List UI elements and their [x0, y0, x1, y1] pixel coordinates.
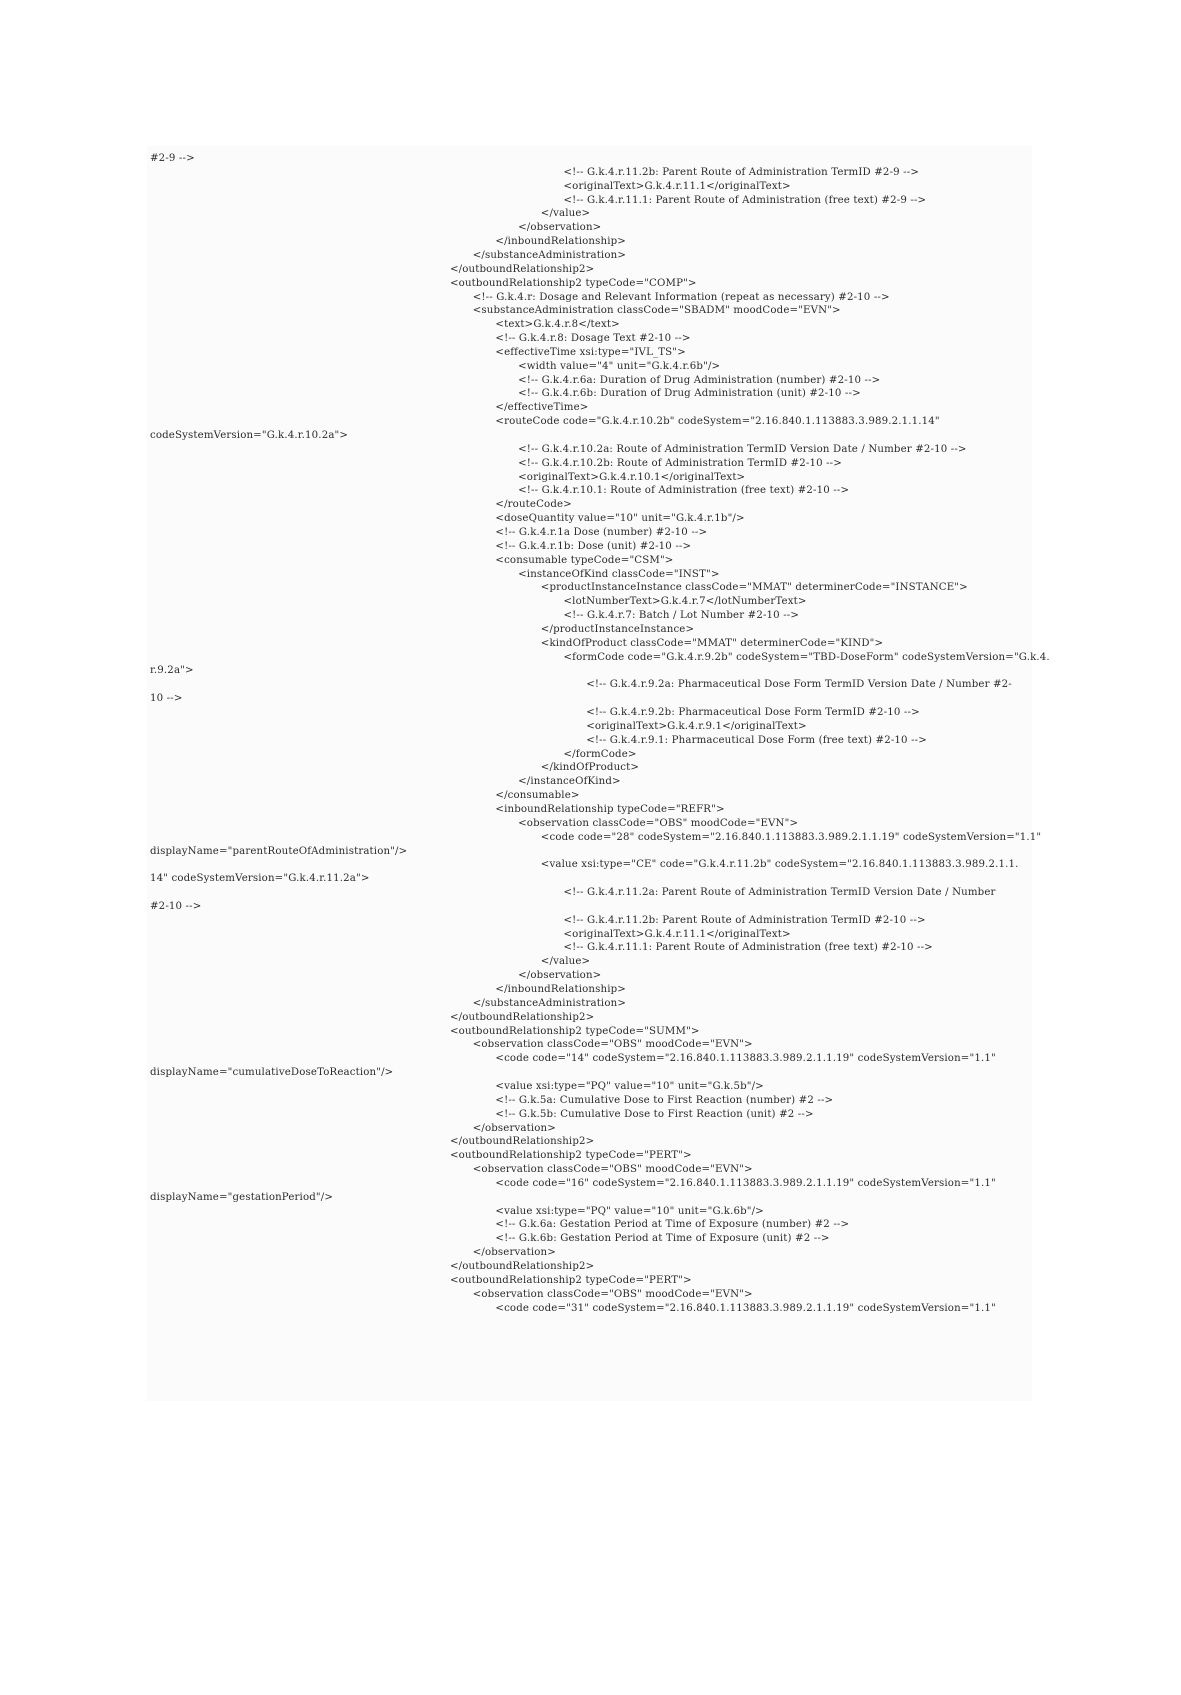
code-line: <consumable typeCode="CSM"> [495, 554, 674, 566]
code-line: <outboundRelationship2 typeCode="PERT"> [450, 1150, 692, 1162]
code-line: <!-- G.k.5a: Cumulative Dose to First Reaction (number) #2 --> [495, 1094, 834, 1106]
code-line: displayName="gestationPeriod"/> [150, 1191, 334, 1203]
code-line: <code code="16" codeSystem="2.16.840.1.113883.3.989.2.1.1.19" codeSystemVersion="1.1" [495, 1177, 996, 1189]
code-line: <!-- G.k.4.r.6a: Duration of Drug Administration (number) #2-10 --> [518, 374, 881, 386]
code-line: <kindOfProduct classCode="MMAT" determinerCode="KIND"> [540, 637, 884, 649]
code-line: <value xsi:type="PQ" value="10" unit="G.k.6b"/> [495, 1205, 764, 1217]
code-line: <!-- G.k.4.r.10.1: Route of Administration (free text) #2-10 --> [518, 485, 850, 497]
code-line: displayName="parentRouteOfAdministration"/> [150, 845, 408, 857]
code-line: <code code="14" codeSystem="2.16.840.1.113883.3.989.2.1.1.19" codeSystemVersion="1.1" [495, 1053, 996, 1065]
code-line: <doseQuantity value="10" unit="G.k.4.r.1b"/> [495, 513, 745, 525]
code-line: <observation classCode="OBS" moodCode="EVN"> [472, 1164, 753, 1176]
code-line: <!-- G.k.4.r.9.1: Pharmaceutical Dose Form (free text) #2-10 --> [586, 734, 927, 746]
code-line: <outboundRelationship2 typeCode="PERT"> [450, 1274, 692, 1286]
code-line: <substanceAdministration classCode="SBADM" moodCode="EVN"> [472, 305, 841, 317]
code-line: displayName="cumulativeDoseToReaction"/> [150, 1067, 394, 1079]
code-line: <!-- G.k.4.r.11.2a: Parent Route of Administration TermID Version Date / Number [563, 887, 996, 899]
code-line: <!-- G.k.4.r.10.2a: Route of Administration TermID Version Date / Number #2-10 --> [518, 443, 967, 455]
code-line: <observation classCode="OBS" moodCode="EVN"> [518, 817, 799, 829]
code-line: <effectiveTime xsi:type="IVL_TS"> [495, 346, 686, 358]
code-line: </value> [540, 956, 591, 968]
code-line: <outboundRelationship2 typeCode="SUMM"> [450, 1025, 700, 1037]
code-line: </outboundRelationship2> [450, 1011, 595, 1023]
code-line: #2-9 --> [150, 153, 195, 164]
code-line: </instanceOfKind> [518, 776, 621, 788]
code-line: </outboundRelationship2> [450, 263, 595, 275]
code-line: <instanceOfKind classCode="INST"> [518, 568, 720, 580]
code-line: <formCode code="G.k.4.r.9.2b" codeSystem="TBD-DoseForm" codeSystemVersion="G.k.4. [563, 651, 1050, 663]
code-line: <!-- G.k.4.r.9.2b: Pharmaceutical Dose Form TermID #2-10 --> [586, 707, 920, 718]
code-line: </inboundRelationship> [495, 984, 626, 995]
code-line: <!-- G.k.4.r.10.2b: Route of Administration TermID #2-10 --> [518, 457, 842, 469]
code-line: <lotNumberText>G.k.4.r.7</lotNumberText> [563, 596, 807, 608]
code-line: <value xsi:type="PQ" value="10" unit="G.k.5b"/> [495, 1080, 764, 1092]
code-line: <originalText>G.k.4.r.11.1</originalText> [563, 928, 791, 940]
code-line: </kindOfProduct> [540, 762, 640, 774]
code-line: <!-- G.k.4.r.6b: Duration of Drug Administration (unit) #2-10 --> [518, 388, 861, 400]
code-line: <observation classCode="OBS" moodCode="EVN"> [472, 1039, 753, 1051]
code-line: <!-- G.k.4.r.11.2b: Parent Route of Administration TermID #2-10 --> [563, 914, 926, 926]
code-line: <!-- G.k.4.r: Dosage and Relevant Information (repeat as necessary) #2-10 --> [472, 291, 890, 303]
code-line: </value> [540, 208, 591, 220]
code-line: <!-- G.k.6a: Gestation Period at Time of Exposure (number) #2 --> [495, 1219, 850, 1231]
code-line: <routeCode code="G.k.4.r.10.2b" codeSystem="2.16.840.1.113883.3.989.2.1.1.14" [495, 416, 940, 428]
code-line: <code code="28" codeSystem="2.16.840.1.113883.3.989.2.1.1.19" codeSystemVersion="1.1" [540, 831, 1042, 843]
code-line: <!-- G.k.4.r.11.1: Parent Route of Administration (free text) #2-10 --> [563, 942, 933, 954]
code-line: <text>G.k.4.r.8</text> [495, 319, 620, 331]
code-line: </substanceAdministration> [472, 997, 627, 1009]
code-line: codeSystemVersion="G.k.4.r.10.2a"> [150, 430, 349, 441]
code-line: </observation> [472, 1122, 556, 1134]
code-line: <!-- G.k.4.r.1a Dose (number) #2-10 --> [495, 526, 708, 538]
code-line: <inboundRelationship typeCode="REFR"> [495, 803, 725, 815]
code-line: <!-- G.k.4.r.7: Batch / Lot Number #2-10 --> [563, 610, 800, 622]
code-line: </inboundRelationship> [495, 236, 626, 248]
code-line: <originalText>G.k.4.r.9.1</originalText> [586, 720, 807, 732]
code-line: r.9.2a"> [150, 665, 194, 677]
code-line: </formCode> [563, 748, 637, 760]
code-line: <originalText>G.k.4.r.10.1</originalText> [518, 471, 746, 483]
code-line: <!-- G.k.4.r.11.2b: Parent Route of Administration TermID #2-9 --> [563, 166, 920, 178]
code-line: </productInstanceInstance> [540, 623, 695, 635]
code-line: <!-- G.k.5b: Cumulative Dose to First Reaction (unit) #2 --> [495, 1108, 814, 1120]
code-line: <!-- G.k.4.r.9.2a: Pharmaceutical Dose Form TermID Version Date / Number #2- [586, 679, 1012, 691]
code-line: </routeCode> [495, 499, 572, 511]
code-line: </consumable> [495, 790, 580, 802]
code-line: <!-- G.k.4.r.8: Dosage Text #2-10 --> [495, 333, 691, 345]
code-line: <observation classCode="OBS" moodCode="EVN"> [472, 1288, 753, 1300]
code-line: <outboundRelationship2 typeCode="COMP"> [450, 277, 697, 289]
code-line: <!-- G.k.4.r.1b: Dose (unit) #2-10 --> [495, 540, 692, 552]
code-line: <code code="31" codeSystem="2.16.840.1.113883.3.989.2.1.1.19" codeSystemVersion="1.1" [495, 1302, 996, 1314]
code-line: 14" codeSystemVersion="G.k.4.r.11.2a"> [150, 873, 370, 885]
code-line: <width value="4" unit="G.k.4.r.6b"/> [518, 360, 721, 372]
code-line: <value xsi:type="CE" code="G.k.4.r.11.2b" codeSystem="2.16.840.1.113883.3.989.2.1.1. [540, 859, 1019, 871]
code-line: </outboundRelationship2> [450, 1261, 595, 1272]
code-line: </observation> [518, 970, 602, 982]
code-line: <!-- G.k.4.r.11.1: Parent Route of Administration (free text) #2-9 --> [563, 194, 927, 206]
code-line: 10 --> [150, 693, 183, 705]
code-line: </effectiveTime> [495, 402, 589, 414]
code-line: </substanceAdministration> [472, 249, 627, 261]
code-line: <originalText>G.k.4.r.11.1</originalText> [563, 180, 791, 192]
code-line: </outboundRelationship2> [450, 1136, 595, 1148]
code-line: <productInstanceInstance classCode="MMAT" determinerCode="INSTANCE"> [540, 582, 968, 594]
code-line: </observation> [472, 1247, 556, 1259]
code-line: #2-10 --> [150, 900, 202, 912]
code-line: </observation> [518, 222, 602, 234]
code-line: <!-- G.k.6b: Gestation Period at Time of Exposure (unit) #2 --> [495, 1233, 830, 1245]
